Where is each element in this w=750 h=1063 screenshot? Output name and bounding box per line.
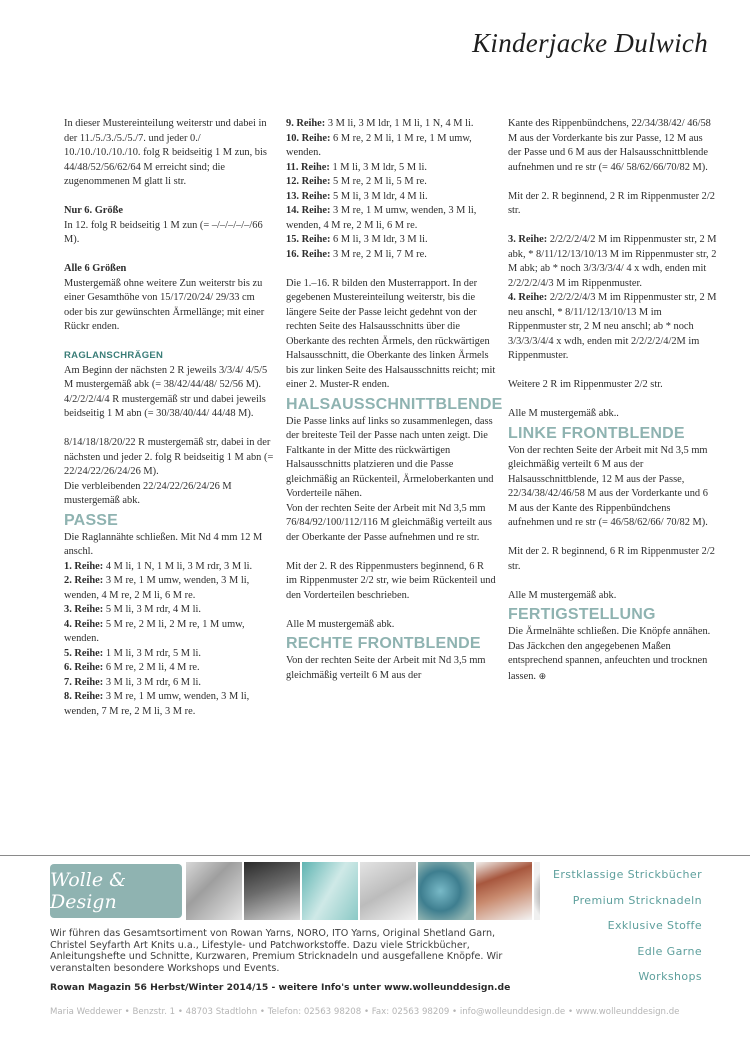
feature-item: Erstklassige Strickbücher <box>552 868 702 881</box>
paragraph: Mit der 2. R beginnend, 6 R im Rippenmuster 2/2 str. <box>508 546 715 572</box>
column-3 <box>508 117 718 684</box>
paragraph: Alle M mustergemäß abk. <box>286 618 395 630</box>
paragraph: Kante des Rippenbündchens, 22/34/38/42/ 46/58 M aus der Vorderkante bis zur Passe, 12 M aus der Passe und 6 M aus der Halsausschnittblende aufnehmen und re str (= 46/ 58/62/66/70/82 M). <box>508 118 711 173</box>
row-instruction: 12. Reihe: 5 M re, 2 M li, 5 M re. <box>286 176 427 187</box>
row-instruction: 13. Reihe: 5 M li, 3 M ldr, 4 M li. <box>286 190 428 202</box>
feature-list <box>540 862 702 1000</box>
paragraph: Von der rechten Seite der Arbeit mit Nd 3,5 mm gleichmäßig verteilt 6 M aus der <box>286 655 486 681</box>
paragraph: Die 1.–16. R bilden den Musterrapport. In der gegebenen Mustereinteilung weiterstr, bis die längere Seite der Passe leicht gedehnt von der rechten Seite des Halsausschnitts über die Oberkante des rechten Ärmels, den rückwärtigen Halsausschnitt, die Oberkante des linken Ärmels bis zur linken Seite des Halsausschnitts reicht; mit einer 2. Muster-R enden. <box>286 277 496 390</box>
paragraph: Von der rechten Seite der Arbeit mit Nd 3,5 mm 76/84/92/100/112/116 M gleichmäßig verteilt aus der Oberkante der Passe aufnehmen und re str. <box>286 502 492 543</box>
row-instruction: 16. Reihe: 3 M re, 2 M li, 7 M re. <box>286 248 427 260</box>
yarn-photo <box>418 862 474 920</box>
paragraph: Die Ärmelnähte schließen. Die Knöpfe annähen. Das Jäckchen den angegebenen Maßen entsprechend spannen, anfeuchten und trocknen lassen. ⊕ <box>508 626 711 682</box>
fabric-photo <box>244 862 300 920</box>
paragraph: Die verbleibenden 22/24/22/26/24/26 M mustergemäß abk. <box>64 480 232 506</box>
paragraph: 8/14/18/18/20/22 R mustergemäß str, dabei in der nächsten und jeder 2. folg R beidseitig 1 M abn (= 22/24/22/26/24/26 M). <box>64 437 274 477</box>
needles-photo <box>476 862 532 920</box>
feature-item: Edle Garne <box>637 944 702 958</box>
paragraph: Die Passe links auf links so zusammenlegen, dass der breiteste Teil der Passe nach unten zeigt. Die Faltkante in der Mitte des rückwärtigen Halsausschnitts platzieren und die Passe gleichmäßig an Rückenteil, Ärmeloberkanten und Vorderteile nähen. <box>286 415 494 499</box>
paragraph: In 12. folg R beidseitig 1 M zun (= –/–/–/–/–/66 M). <box>64 219 263 245</box>
row-instruction: 14. Reihe: 3 M re, 1 M umw, wenden, 3 M li, wenden, 4 M re, 2 M li, 6 M re. <box>286 205 477 231</box>
paragraph: Am Beginn der nächsten 2 R jeweils 3/3/4/ 4/5/5 M mustergemäß abk (= 38/42/44/48/ 52/56 M). <box>64 364 268 390</box>
row-instruction: 1. Reihe: 4 M li, 1 N, 1 M li, 3 M rdr, 3 M li. <box>64 560 253 572</box>
knit-photo <box>360 862 416 920</box>
row-instruction: 5. Reihe: 1 M li, 3 M rdr, 5 M li. <box>64 647 201 659</box>
heading-halsausschnittblende: HALSAUSSCHNITTBLENDE <box>286 395 503 413</box>
ad-footer: Rowan Magazin 56 Herbst/Winter 2014/15 - weitere Info's unter www.wolleunddesign.de <box>50 982 511 993</box>
heading-fertigstellung: FERTIGSTELLUNG <box>508 606 656 623</box>
page-title: Kinderjacke Dulwich <box>472 28 708 58</box>
row-instruction: 7. Reihe: 3 M li, 3 M rdr, 6 M li. <box>64 676 201 688</box>
paragraph: Mustergemäß ohne weitere Zun weiterstr bis zu einer Gesamthöhe von 15/17/20/24/ 29/33 cm oder bis zur gewünschten Ärmellänge; mit einer Rückr enden. <box>64 277 265 332</box>
paragraph: Mit der 2. R beginnend, 2 R im Rippenmuster 2/2 str. <box>508 190 715 216</box>
paragraph: In dieser Mustereinteilung weiterstr und dabei in der 11./5./3./5./5./7. und jeder 0./ 10./10./10./10./10. folg R beidseitig 1 M zun, bis 44/48/52/56/62/64 M erreicht sind; die zugenommenen M glatt li str. <box>64 118 267 187</box>
wolle-design-logo: Wolle & Design <box>50 864 182 918</box>
row-instruction: 9. Reihe: 3 M li, 3 M ldr, 1 M li, 1 N, 4 M li. <box>286 118 474 129</box>
divider <box>0 855 750 856</box>
row-instruction: 4. Reihe: 2/2/2/2/4/3 M im Rippenmuster str, 2 M neu anschl, * 8/11/12/13/10/13 M im Rippenmuster str, 2 M neu anschl; ab * noch 3/3/3/3/4/4 x wdh, enden mit 2/2/2/2/4/2M im Rippenmuster. <box>508 292 717 361</box>
row-instruction: 6. Reihe: 6 M re, 2 M li, 4 M re. <box>64 662 200 673</box>
row-instruction: 3. Reihe: 5 M li, 3 M rdr, 4 M li. <box>64 604 201 615</box>
row-instruction: 2. Reihe: 3 M re, 1 M umw, wenden, 3 M li, wenden, 4 M re, 2 M li, 6 M re. <box>64 575 250 601</box>
feature-item: Exklusive Stoffe <box>607 919 702 932</box>
heading-rechte-frontblende: RECHTE FRONTBLENDE <box>286 635 481 652</box>
row-instruction: 3. Reihe: 2/2/2/2/4/2 M im Rippenmuster str, 2 M abk, * 8/11/12/13/10/13 M im Rippenmuster str, 2 M abk; ab * noch 3/3/3/3/4/ 4 x wdh, enden mit 2/2/2/2/4/3 M im Rippenmuster. <box>508 234 717 289</box>
feature-item: Premium Stricknadeln <box>572 893 702 907</box>
feature-item: Workshops <box>638 970 702 983</box>
column-2 <box>286 117 503 683</box>
yarn-photo <box>186 862 242 920</box>
paragraph: Alle M mustergemäß abk.. <box>508 408 619 419</box>
heading-raglan: RAGLANSCHRÄGEN <box>64 350 164 361</box>
row-instruction: 11. Reihe: 1 M li, 3 M ldr, 5 M li. <box>286 161 428 173</box>
heading-passe: PASSE <box>64 511 119 529</box>
row-instruction: 4. Reihe: 5 M re, 2 M li, 2 M re, 1 M umw, wenden. <box>64 618 245 644</box>
advertisement <box>50 862 702 1022</box>
heading-linke-frontblende: LINKE FRONTBLENDE <box>508 424 685 442</box>
subheading-alle6: Alle 6 Größen <box>64 263 127 274</box>
paragraph: 4/2/2/2/4/4 R mustergemäß str und dabei jeweils beidseitig 1 M abn (= 30/38/40/44/ 44/48 M). <box>64 393 266 419</box>
row-instruction: 8. Reihe: 3 M re, 1 M umw, wenden, 3 M li, wenden, 7 M re, 2 M li, 3 M re. <box>64 691 250 717</box>
paragraph: Die Raglannähte schließen. Mit Nd 4 mm 12 M anschl. <box>64 531 263 557</box>
row-instruction: 10. Reihe: 6 M re, 2 M li, 1 M re, 1 M umw, wenden. <box>286 132 472 158</box>
paragraph: Mit der 2. R des Rippenmusters beginnend, 6 R im Rippenmuster 2/2 str, wie beim Rückenteil und den Vorderteilen beschrieben. <box>286 560 496 601</box>
paragraph: Weitere 2 R im Rippenmuster 2/2 str. <box>508 379 663 390</box>
ad-description: Wir führen das Gesamtsortiment von Rowan Yarns, NORO, ITO Yarns, Original Shetland Garn, Christel Seyfarth Art Knits u.a., Lifestyle- und Patchworkstoffe. Dazu viele Strickbücher, Anleitungshefte und Schnitte, Kurzwaren, Premium Stricknadeln und ausgefallene Knöpfe. Wir veranstalten besondere Workshops und Events. <box>50 928 503 974</box>
photo-strip <box>186 862 590 920</box>
paragraph: Von der rechten Seite der Arbeit mit Nd 3,5 mm gleichmäßig verteilt 6 M aus der Halsausschnittblende, 12 M aus der Passe, 22/34/38/42/46/58 M aus der Vorderkante und 6 M aus der Kante des Rippenbündchens aufnehmen und re str (= 46/58/62/66/ 70/82 M). <box>508 444 708 528</box>
column-1 <box>64 117 274 719</box>
fabric-photo <box>302 862 358 920</box>
end-mark-icon: ⊕ <box>538 670 547 681</box>
contact-address: Maria Weddewer • Benzstr. 1 • 48703 Stadtlohn • Telefon: 02563 98208 • Fax: 02563 98209 • info@wolleunddesign.de • www.wolleunddesign.de <box>50 1007 680 1017</box>
subheading-nur6: Nur 6. Größe <box>64 205 123 216</box>
paragraph: Alle M mustergemäß abk. <box>508 589 617 601</box>
row-instruction: 15. Reihe: 6 M li, 3 M ldr, 3 M li. <box>286 234 428 245</box>
